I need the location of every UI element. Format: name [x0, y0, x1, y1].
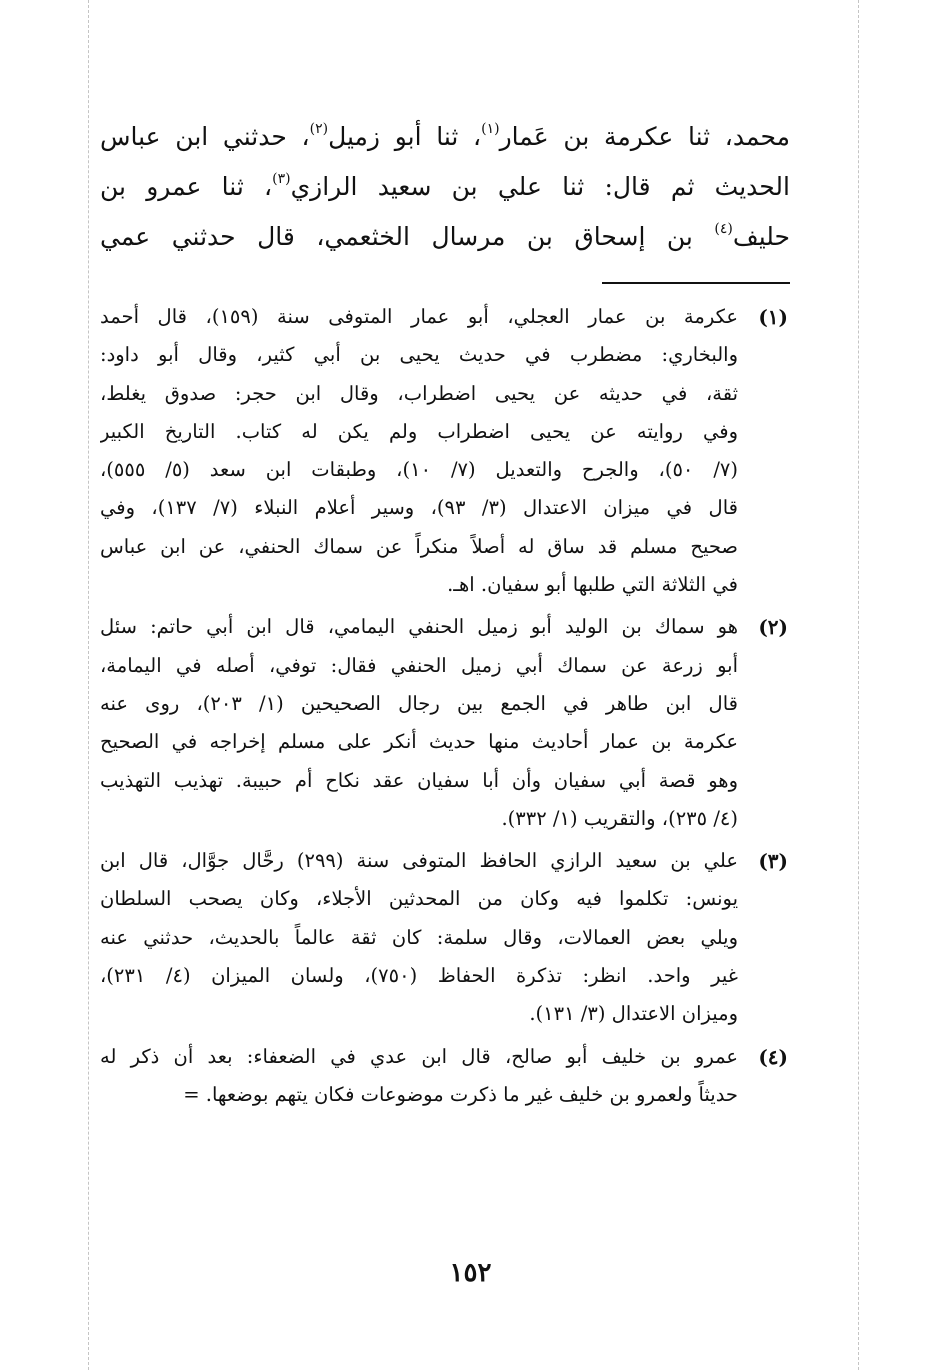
footnote-reference: (٣): [272, 171, 291, 187]
main-text-segment: ، حدثني ابن عباس: [100, 122, 310, 151]
footnote-line: قال ابن طاهر في الجمع بين رجال الصحيحين (١/ ٢٠٣)، روى عنه: [100, 691, 738, 715]
footnote-reference: (٤): [714, 221, 733, 237]
footnote-line: هو سماك بن الوليد أبو زميل الحنفي اليمامي، قال ابن أبي حاتم: سئل: [100, 615, 738, 639]
footnote-number: (١): [758, 305, 788, 329]
footnote: [100, 842, 790, 1033]
footnote-line: يونس: تكلموا فيه وكان من المحدثين الأجلاء، وكان يصحب السلطان: [100, 887, 738, 911]
footnote-line: عمرو بن خليف أبو صالح، قال ابن عدي في الضعفاء: بعد أن ذكر له: [100, 1044, 738, 1068]
footnote-line: والبخاري: مضطرب في حديث يحيى بن أبي كثير، وقال أبو داود:: [100, 343, 738, 367]
footnote-reference: (٢): [309, 121, 329, 137]
main-text-segment: الحديث ثم قال: ثنا علي بن سعيد الرازي: [290, 172, 790, 201]
main-text-segment: ، ثنا عمرو بن: [100, 172, 273, 201]
footnote-number: (٢): [758, 615, 788, 640]
footnote-reference: (١): [481, 121, 500, 137]
footnote-line: ويلي بعض العمالات، وقال سلمة: كان ثقة عالماً بالحديث، حدثني عنه: [100, 925, 738, 949]
footnote-number: (٣): [758, 849, 788, 874]
footnote-line: ثقة، في حديثه عن يحيى اضطراب، وقال ابن حجر: صدوق يغلط،: [100, 381, 738, 405]
footnote-line: قال في ميزان الاعتدال (٣/ ٩٣)، وسير أعلام النبلاء (٧/ ١٣٧)، وفي: [100, 496, 738, 520]
main-text-segment: بن إسحاق بن مرسال الخثعمي، قال حدثني عمي: [100, 222, 715, 251]
footnote-number: (٤): [758, 1044, 788, 1069]
footnote-line: غير واحد. انظر: تذكرة الحفاظ (٧٥٠)، ولسان الميزان (٤/ ٢٣١)،: [100, 964, 738, 988]
page-content: [100, 112, 790, 1118]
footnote-line: في الثلاثة التي طلبها أبو سفيان. اهـ.: [447, 573, 738, 597]
footnote-separator: [602, 282, 790, 284]
footnote-line: عكرمة بن عمار العجلي، أبو عمار المتوفى سنة (١٥٩)، قال أحمد: [100, 305, 738, 328]
main-text-line: [100, 112, 790, 162]
scan-guide-right: [858, 0, 859, 1370]
footnote: [100, 298, 790, 604]
footnote-line: حديثاً ولعمرو بن خليف غير ما ذكرت موضوعات فكان يتهم بوضعها. =: [183, 1082, 738, 1106]
footnotes: [100, 298, 790, 1114]
scan-guide-left: [88, 0, 89, 1370]
footnote-line: وفي روايته عن يحيى اضطراب ولم يكن له كتاب. التاريخ الكبير: [100, 419, 738, 443]
footnote-line: (٤/ ٢٣٥)، والتقريب (١/ ٣٣٢).: [501, 806, 738, 830]
footnote-line: وميزان الاعتدال (٣/ ١٣١).: [529, 1002, 738, 1026]
main-text-segment: حليف: [732, 222, 790, 251]
page-number: ١٥٢: [449, 1258, 492, 1288]
footnote-line: وهو قصة أبي سفيان وأن أبا سفيان عقد نكاح أم حبيبة. تهذيب التهذيب: [100, 768, 738, 792]
main-text-segment: محمد، ثنا عكرمة بن عَمار: [499, 122, 790, 151]
footnote-line: صحيح مسلم قد ساق له أصلاً منكراً عن سماك الحنفي، عن ابن عباس: [100, 534, 738, 558]
footnote: [100, 608, 790, 838]
main-text-line: [100, 212, 790, 262]
footnote-line: أبو زرعة عن سماك أبي زميل الحنفي فقال: توفي، أصله في اليمامة،: [100, 653, 738, 677]
main-text: [100, 112, 790, 262]
main-text-line: [100, 162, 790, 212]
footnote-line: علي بن سعيد الرازي الحافظ المتوفى سنة (٢٩٩) رحَّال جوَّال، قال ابن: [100, 849, 738, 873]
footnote: [100, 1038, 790, 1115]
main-text-segment: ، ثنا أبو زميل: [328, 122, 482, 151]
footnote-line: (٧/ ٥٠)، والجرح والتعديل (٧/ ١٠)، وطبقات ابن سعد (٥/ ٥٥٥)،: [100, 458, 738, 482]
footnote-line: عكرمة بن عمار أحاديث منها حديث أنكر على مسلم إخراجه في الصحيح: [100, 730, 738, 754]
